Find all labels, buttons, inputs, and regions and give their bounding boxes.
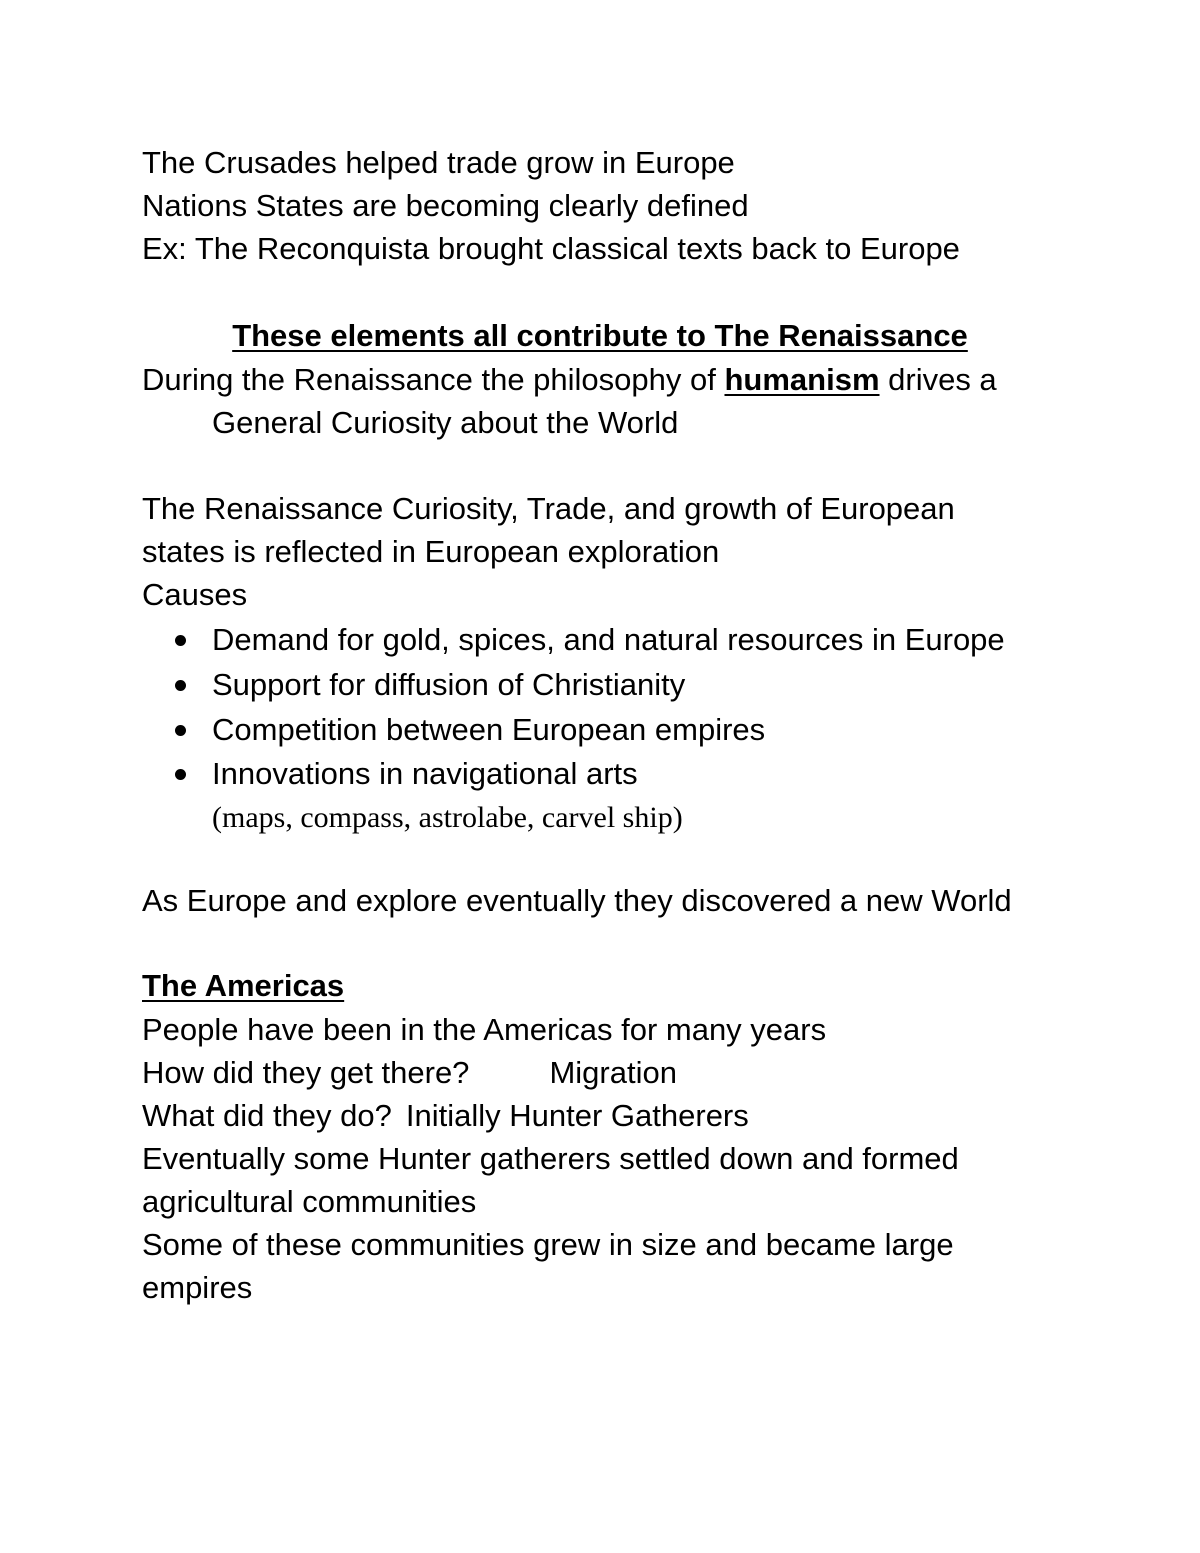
americas-heading: The Americas xyxy=(142,968,345,1003)
migration-answer: Migration xyxy=(549,1055,677,1090)
renaissance-heading: These elements all contribute to The Renaissance xyxy=(232,318,968,353)
humanism-line xyxy=(142,360,997,400)
bullet-dot xyxy=(175,680,186,691)
cause-item-christianity: Support for diffusion of Christianity xyxy=(212,667,686,702)
bullet-dot xyxy=(175,725,186,736)
americas-migration-line xyxy=(142,1053,677,1093)
activity-answer: Initially Hunter Gatherers xyxy=(405,1098,749,1133)
cause-item-competition: Competition between European empires xyxy=(212,712,766,747)
bullet-dot xyxy=(175,769,186,780)
causes-label: Causes xyxy=(142,577,248,612)
humanism-term: humanism xyxy=(724,362,880,397)
intro-line-crusades: The Crusades helped trade grow in Europe xyxy=(142,145,735,180)
americas-line-years: People have been in the Americas for many years xyxy=(142,1012,827,1047)
humanism-line-start: During the Renaissance the philosophy of xyxy=(142,362,725,397)
cause-item-demand: Demand for gold, spices, and natural resources in Europe xyxy=(212,622,1005,657)
humanism-line-end: drives a xyxy=(879,362,997,397)
exploration-line-1: The Renaissance Curiosity, Trade, and growth of European xyxy=(142,491,955,526)
bullet-dot xyxy=(175,635,186,646)
americas-line-settled: Eventually some Hunter gatherers settled down and formed xyxy=(142,1141,959,1176)
americas-line-empires: empires xyxy=(142,1270,253,1305)
americas-line-grew: Some of these communities grew in size and became large xyxy=(142,1227,954,1262)
exploration-line-2: states is reflected in European exploration xyxy=(142,534,720,569)
innovations-detail: (maps, compass, astrolabe, carvel ship) xyxy=(212,801,683,834)
activity-question: What did they do? xyxy=(142,1098,392,1133)
cause-item-innovations: Innovations in navigational arts xyxy=(212,756,638,791)
americas-line-agricultural: agricultural communities xyxy=(142,1184,477,1219)
migration-question: How did they get there? xyxy=(142,1055,470,1090)
intro-line-nation-states: Nations States are becoming clearly defined xyxy=(142,188,749,223)
americas-activity-line xyxy=(142,1096,749,1136)
intro-line-reconquista: Ex: The Reconquista brought classical texts back to Europe xyxy=(142,231,960,266)
new-world-line: As Europe and explore eventually they discovered a new World xyxy=(142,883,1012,918)
humanism-line-continued: General Curiosity about the World xyxy=(212,405,679,440)
